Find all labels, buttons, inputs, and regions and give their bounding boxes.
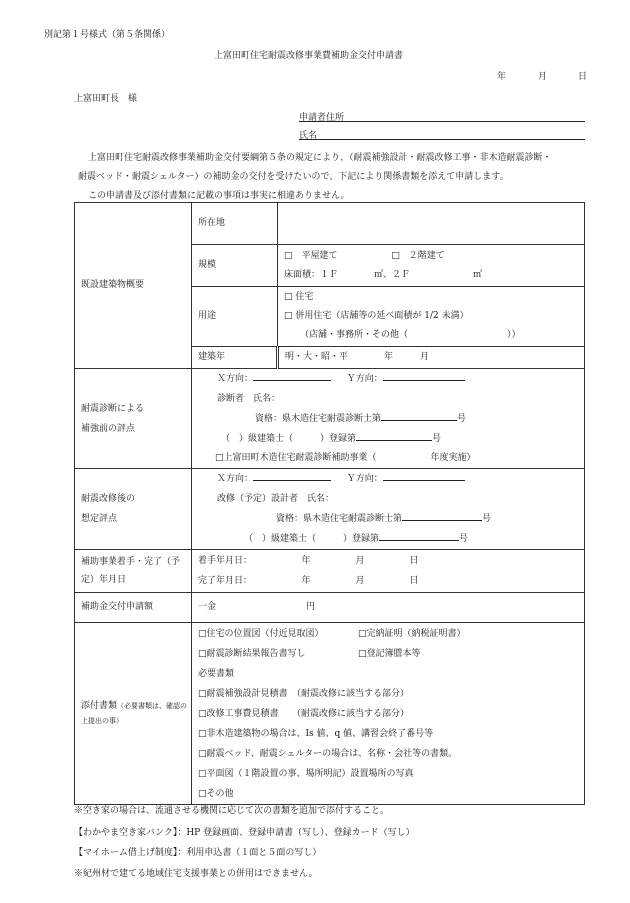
application-form-table: [74, 202, 585, 805]
applicant-name-label: 氏名: [299, 131, 318, 141]
attachment-item[interactable]: □非木造建築物の場合は、Is 値、q 値、講習会終了番号等: [198, 729, 434, 739]
attachments-label: 添付書類（必要書類は、確認の上提出の事）: [75, 623, 192, 805]
built-year-label: 建築年: [192, 347, 278, 369]
note-kishu-timber: ※紀州材で建てる地域住宅支援事業との併用はできません。: [74, 869, 318, 879]
applicant-name-field[interactable]: [299, 139, 585, 140]
diagnostician-name[interactable]: 診断者 氏名：: [217, 394, 281, 404]
post-retrofit-label: 耐震改修後の 想定評点: [75, 469, 192, 550]
note-vacant-house: ※空き家の場合は、流通させる機関に応じて次の書類を追加で添付すること。: [74, 806, 390, 816]
pre-retrofit-label: 耐震診断による 補強前の評点: [75, 369, 192, 469]
one-story-checkbox[interactable]: □ 平屋建て: [284, 250, 338, 261]
designer-name[interactable]: 改修（予定）設計者 氏名：: [217, 494, 335, 504]
date-day: 日: [578, 72, 588, 82]
building-summary-label: 既設建築物概要: [75, 203, 192, 369]
body-text-line3: この申請書及び添付書類に記載の事項は事実に相違ありません。: [88, 191, 350, 201]
use-mixed-detail[interactable]: （店舗・事務所・その他（ ））: [300, 330, 521, 340]
attachment-diagnosis-report[interactable]: □耐震診断結果報告書写し: [198, 649, 306, 659]
diagnosis-subsidy-checkbox[interactable]: □上富田町木造住宅耐震診断補助事業（ 年度実施）: [215, 453, 476, 463]
attachment-item[interactable]: □平面図（１階設置の事、場所明記）設置場所の写真: [198, 769, 414, 779]
attachments-list[interactable]: [192, 623, 585, 805]
attachments-note: （必要書類は、確認の上提出の事）: [81, 701, 188, 725]
attachment-item[interactable]: □その他: [198, 789, 234, 799]
body-text-line2: 耐震ベッド・耐震シェルター）の補助金の交付を受けたいので、下記により関係書類を添えて申請します。: [78, 172, 509, 182]
attachment-item[interactable]: □改修工事費見積書 （耐震改修に該当する部分）: [198, 709, 410, 719]
built-year-field[interactable]: 明・大・昭・平 年 月: [278, 347, 585, 369]
start-date[interactable]: 着手年月日： 年 月 日: [198, 556, 419, 566]
schedule-label: 補助事業着手・完了（予定）年月日: [75, 550, 192, 593]
attachment-location-map[interactable]: □住宅の位置図（付近見取図）: [198, 629, 324, 639]
scale-label: 規模: [192, 245, 278, 287]
location-field[interactable]: [278, 203, 585, 245]
use-label: 用途: [192, 287, 278, 347]
location-label: 所在地: [192, 203, 278, 245]
use-field[interactable]: [278, 287, 585, 347]
pre-retrofit-fields[interactable]: Ｘ方向： Ｙ方向： 診断者 氏名： 資格：県木造住宅耐震診断士第 号 （ ）級建築士（ ）登録第 号 □上富田町木造住宅耐震診断補助事業（ 年度実施）: [192, 369, 585, 469]
floor-area[interactable]: 床面積：１Ｆ ㎡、２Ｆ ㎡: [284, 269, 483, 280]
attachment-item[interactable]: □耐震ベッド、耐震シェルターの場合は、名称・会社等の書類。: [198, 749, 458, 759]
amount-label: 補助金交付申請額: [75, 593, 192, 623]
post-retrofit-fields[interactable]: Ｘ方向： Ｙ方向： 改修（予定）設計者 氏名： 資格：県木造住宅耐震診断士第 号 （ ）級建築士（ ）登録第 号: [192, 469, 585, 550]
applicant-address-label: 申請者住所: [299, 113, 345, 123]
attachment-tax-certificate[interactable]: □完納証明（納税証明書）: [358, 629, 466, 639]
form-title: 上富田町住宅耐震改修事業費補助金交付申請書: [214, 51, 404, 61]
end-date[interactable]: 完了年月日： 年 月 日: [198, 576, 419, 586]
use-mixed-checkbox[interactable]: □ 併用住宅（店舗等の延べ面積が 1/2 未満）: [284, 311, 469, 321]
scale-field[interactable]: [278, 245, 585, 287]
form-number: 別記第１号様式（第５条関係）: [44, 30, 171, 40]
two-story-checkbox[interactable]: □ ２階建て: [391, 250, 445, 261]
amount-field[interactable]: 一金 円: [192, 593, 585, 623]
addressee: 上富田町長 様: [74, 94, 138, 104]
note-akiya-bank: 【わかやま空き家バンク】：HP 登録画面、登録申請書（写し）、登録カード（写し）: [74, 828, 415, 838]
schedule-fields[interactable]: [192, 550, 585, 593]
note-myhome-lease: 【マイホーム借上げ制度】：利用申込書（１面と５面の写し）: [74, 848, 322, 858]
date-month: 月: [538, 72, 548, 82]
use-house-checkbox[interactable]: □ 住宅: [284, 292, 314, 302]
applicant-address-field[interactable]: [299, 121, 585, 122]
attachment-item[interactable]: □耐震補強設計見積書 （耐震改修に該当する部分）: [198, 689, 410, 699]
attachment-required-heading: 必要書類: [198, 669, 235, 679]
body-text-line1: 上富田町住宅耐震改修事業補助金交付要綱第５条の規定により、（耐震補強設計・耐震改修工事・非木造耐震診断・: [88, 153, 552, 163]
attachment-registry[interactable]: □登記簿謄本等: [358, 649, 421, 659]
date-year: 年: [497, 72, 507, 82]
